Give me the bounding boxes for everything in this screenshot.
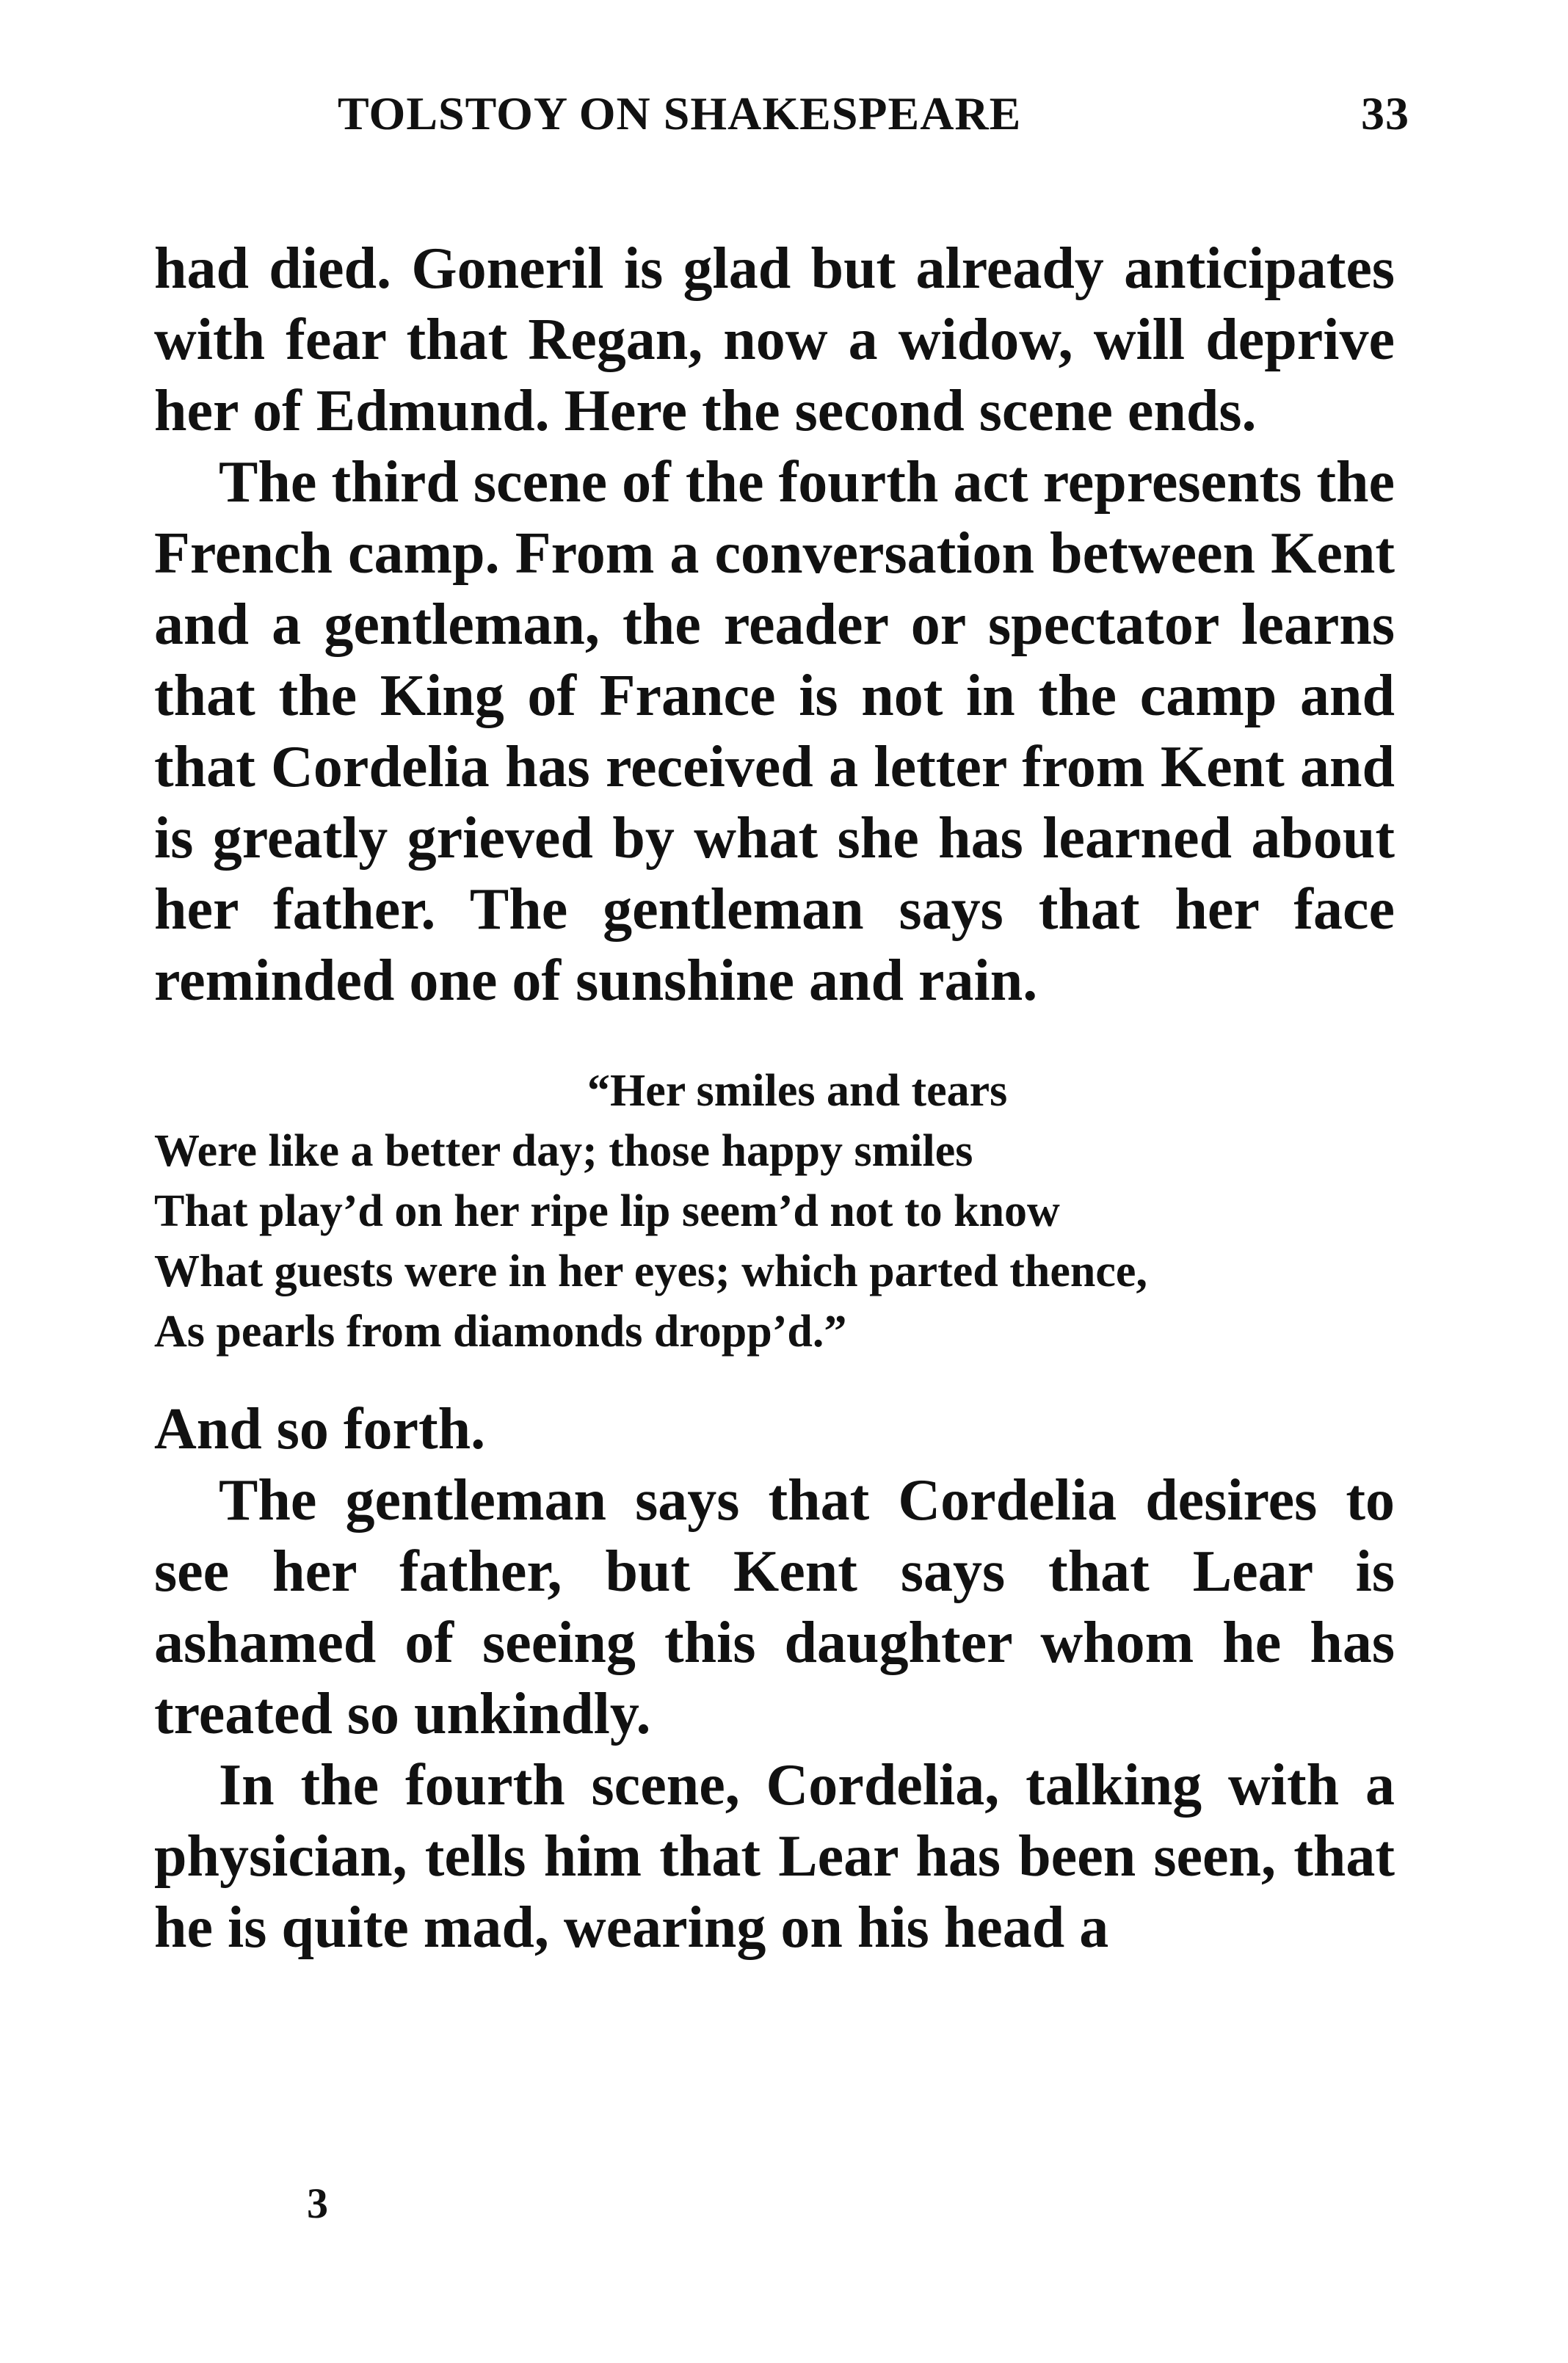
paragraph-third-scene: The third scene of the fourth act represents the French camp. From a conversation between Kent and a gentleman, the reader or spectator learns that the King of France is not in the camp and that Cordelia has received a letter from Kent and is greatly grieved by what she has learned about her father. The gentleman says that her face reminded one of sunshine and rain. <box>154 450 1395 1013</box>
printer-signature-mark: 3 <box>307 2179 328 2227</box>
verse-line-3: That play’d on her ripe lip seem’d not to know <box>154 1186 1060 1236</box>
body-text <box>154 233 1395 1964</box>
verse-line-4: What guests were in her eyes; which parted thence, <box>154 1246 1147 1296</box>
paragraph-gentleman: The gentleman says that Cordelia desires to see her father, but Kent says that Lear is ashamed of seeing this daughter whom he has treated so unkindly. <box>154 1468 1395 1746</box>
paragraph-fourth-scene: In the fourth scene, Cordelia, talking with a physician, tells him that Lear has been seen, that he is quite mad, wearing on his head a <box>154 1753 1395 1960</box>
verse-line-1: “Her smiles and tears <box>587 1066 1008 1116</box>
verse-line-5: As pearls from diamonds dropp’d.” <box>154 1307 847 1357</box>
verse-quote <box>154 1061 1395 1362</box>
verse-line-2: Were like a better day; those happy smiles <box>154 1126 973 1176</box>
paragraph-and-so-forth: And so forth. <box>154 1397 486 1462</box>
page-number: 33 <box>1361 87 1409 139</box>
running-head <box>338 87 1409 160</box>
running-head-title: TOLSTOY ON SHAKESPEARE <box>338 87 1022 139</box>
paragraph-continuation: had died. Goneril is glad but already anticipates with fear that Regan, now a widow, will deprive her of Edmund. Here the second scene ends. <box>154 236 1395 443</box>
